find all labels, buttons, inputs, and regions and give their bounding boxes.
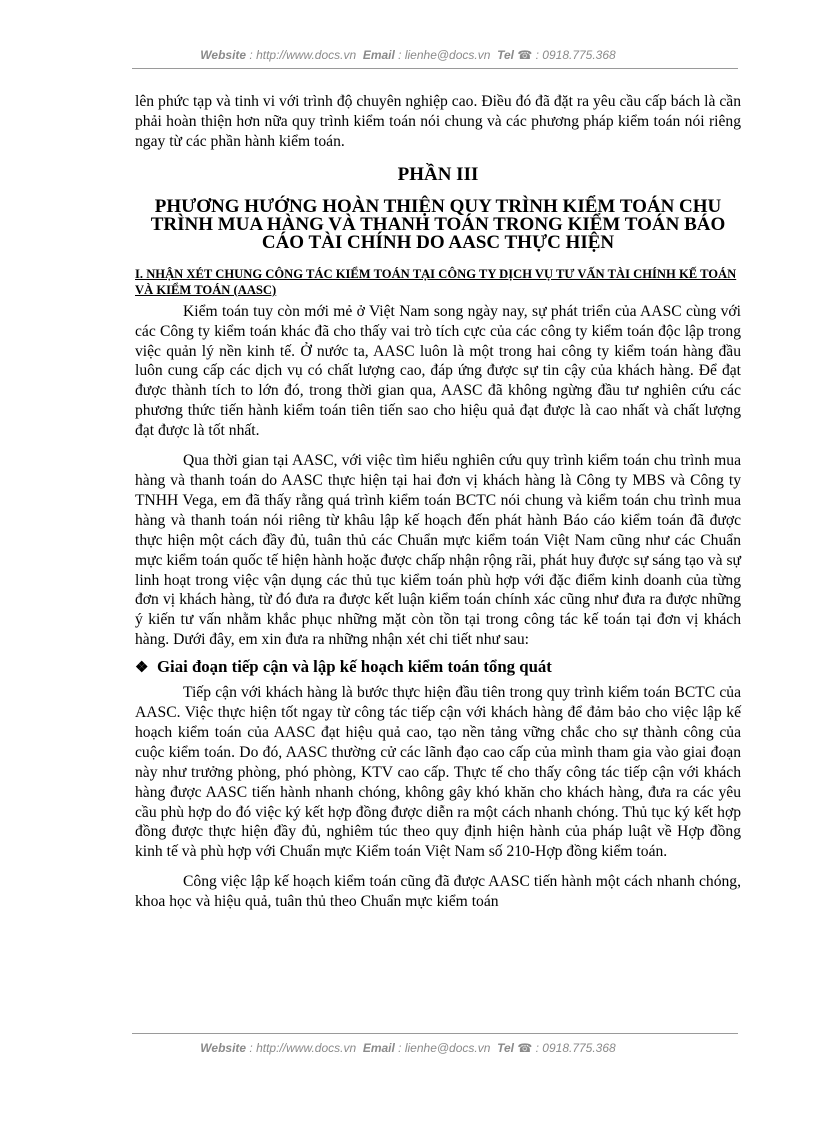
footer-tel-value: : 0918.775.368	[535, 1041, 616, 1055]
phone-icon: ☎	[517, 48, 533, 62]
header-divider	[132, 68, 738, 69]
website-link[interactable]: : http://www.docs.vn	[249, 48, 357, 62]
footer-email-label: Email	[362, 1041, 395, 1055]
tel-value: : 0918.775.368	[535, 48, 616, 62]
paragraph-2: Qua thời gian tại AASC, với việc tìm hiểu nghiên cứu quy trình kiểm toán chu trình mua hàng và thanh toán do AASC thực hiện tại hai đơn vị khách hàng là Công ty MBS và Công ty TNHH Vega, em đã thấy rằng quá trình kiểm toán BCTC nói chung và kiểm toán chu trình mua hàng và thanh toán nói riêng từ khâu lập kế hoạch đến phát hành Báo cáo kiểm toán đã được thực hiện một cách đầy đủ, tuân thủ các Chuẩn mực kiểm toán Việt Nam cũng như các Chuẩn mực kiểm toán quốc tế hiện hành hoặc được chấp nhận rộng rãi, phát huy được sự sáng tạo và sự linh hoạt trong việc vận dụng các thủ tục kiểm toán phù hợp với đặc điểm kinh doanh của từng đơn vị khách hàng, từ đó đưa ra được kết luận kiểm toán chính xác cũng như đưa ra được những ý kiến tư vấn nhằm khắc phục những mặt còn tồn tại trong công tác kế toán tại đơn vị khách hàng. Dưới đây, em xin đưa ra những nhận xét chi tiết như sau:	[135, 452, 741, 649]
section-heading: I. NHẬN XÉT CHUNG CÔNG TÁC KIỂM TOÁN TẠI CÔNG TY DỊCH VỤ TƯ VẤN TÀI CHÍNH KẾ TOÁN VÀ KIỂM TOÁN (AASC)	[135, 266, 737, 297]
paragraph-4: Công việc lập kế hoạch kiểm toán cũng đã được AASC tiến hành một cách nhanh chóng, khoa học và hiệu quả, tuân thủ theo Chuẩn mực kiểm toán	[135, 873, 741, 911]
page-header	[0, 48, 816, 62]
part-heading: PHẦN III	[397, 163, 479, 185]
footer-divider	[132, 1033, 738, 1034]
email-label: Email	[362, 48, 395, 62]
website-label: Website	[200, 48, 247, 62]
footer-tel-label: Tel	[497, 1041, 514, 1055]
tel-label: Tel	[497, 48, 514, 62]
footer-website-link[interactable]: : http://www.docs.vn	[249, 1041, 357, 1055]
subsection-heading	[135, 656, 741, 679]
subsection-title: Giai đoạn tiếp cận và lập kế hoạch kiểm toán tổng quát	[157, 657, 552, 677]
page-body	[135, 92, 741, 912]
footer-phone-icon: ☎	[517, 1041, 533, 1055]
paragraph-1: Kiểm toán tuy còn mới mẻ ở Việt Nam song ngày nay, sự phát triển của AASC cùng với các Công ty kiểm toán khác đã cho thấy vai trò tích cực của các công ty kiểm toán độc lập trong việc quản lý nền kinh tế. Ở nước ta, AASC luôn là một trong hai công ty kiểm toán hàng đầu luôn cung cấp các dịch vụ có chất lượng cao, đáp ứng được sự tin cậy của khách hàng. Để đạt được thành tích to lớn đó, trong thời gian qua, AASC đã không ngừng đầu tư nghiên cứu các phương thức tiến hành kiểm toán tiên tiến sao cho hiệu quả đạt được là cao nhất và chất lượng đạt được là tốt nhất.	[135, 302, 741, 440]
footer-website-label: Website	[200, 1041, 247, 1055]
page-footer	[0, 1041, 816, 1055]
footer-email-link[interactable]: : lienhe@docs.vn	[398, 1041, 491, 1055]
part-title: PHƯƠNG HƯỚNG HOÀN THIỆN QUY TRÌNH KIỂM TOÁN CHU TRÌNH MUA HÀNG VÀ THANH TOÁN TRONG KIỂM TOÁN BÁO CÁO TÀI CHÍNH DO AASC THỰC HIỆN	[150, 195, 726, 253]
diamond-bullet-icon: ❖	[135, 660, 149, 677]
paragraph-3: Tiếp cận với khách hàng là bước thực hiện đầu tiên trong quy trình kiểm toán BCTC của AASC. Việc thực hiện tốt ngay từ công tác tiếp cận với khách hàng để đảm bảo cho việc lập kế hoạch kiểm toán của AASC đạt hiệu quả cao, tạo nền tảng vững chắc cho sự thành công của cuộc kiểm toán. Do đó, AASC thường cử các lãnh đạo cao cấp của mình tham gia vào giai đoạn này như trưởng phòng, phó phòng, KTV cao cấp. Thực tế cho thấy công tác tiếp cận với khách hàng được AASC tiến hành nhanh chóng, không gây khó khăn cho khách hàng, đưa ra các yêu cầu phù hợp do đó việc ký kết hợp đồng được diễn ra một cách nhanh chóng. Thủ tục ký kết hợp đồng được thực hiện đầy đủ, nghiêm túc theo quy định hiện hành của pháp luật về Hợp đồng kinh tế và phù hợp với Chuẩn mực Kiểm toán Việt Nam số 210-Hợp đồng kiểm toán.	[135, 684, 741, 861]
intro-paragraph: lên phức tạp và tinh vi với trình độ chuyên nghiệp cao. Điều đó đã đặt ra yêu cầu cấp bách là cần phải hoàn thiện hơn nữa quy trình kiểm toán nói chung và các phương pháp kiểm toán nói riêng ngay từ các phần hành kiểm toán.	[135, 93, 741, 150]
email-link[interactable]: : lienhe@docs.vn	[398, 48, 491, 62]
